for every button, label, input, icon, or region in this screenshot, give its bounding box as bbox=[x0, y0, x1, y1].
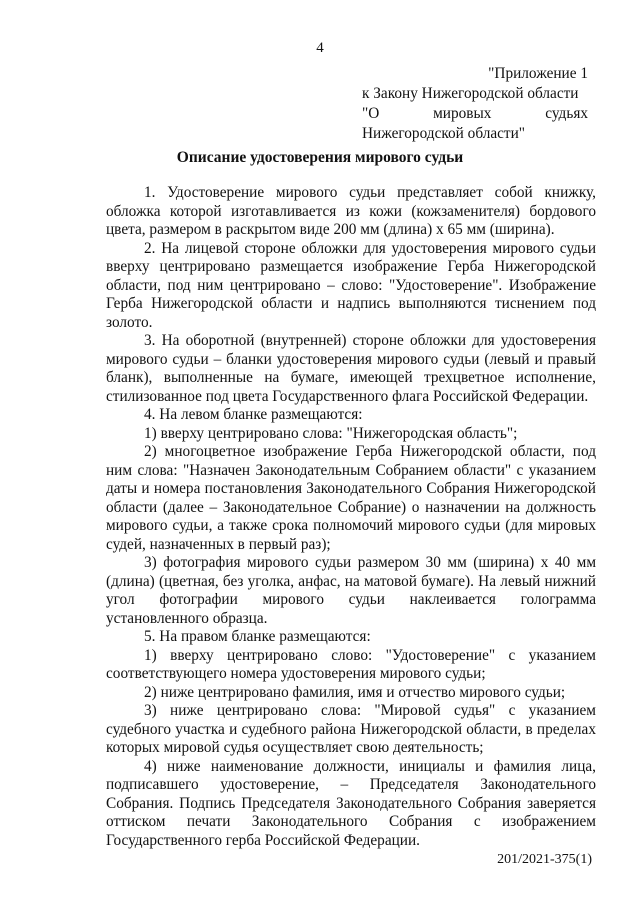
page-number: 4 bbox=[316, 40, 324, 56]
appendix-header bbox=[362, 64, 588, 144]
paragraph: 3) ниже центрировано слова: "Мировой судья" с указанием судебного участка и судебного района Нижегородской области, в пределах которых мировой судья осуществляет свою деятельность; bbox=[106, 702, 596, 756]
paragraph: 4) ниже наименование должности, инициалы и фамилия лица, подписавшего удостоверение, – Председателя Законодательного Собрания. Подпись Председателя Законодательного Собрания заверяется оттиском печати Законодательного Собрания с изображением Государственного герба Российской Федерации. bbox=[106, 757, 596, 849]
appendix-line-2: к Закону Нижегородской области bbox=[362, 85, 579, 102]
paragraph: 2. На лицевой стороне обложки для удостоверения мирового судьи вверху центрировано размещается изображение Герба Нижегородской области, под ним центрировано – слово: "Удостоверение". Изображение Герба Нижегородской области и надпись выполняются тиснением под золото. bbox=[106, 239, 596, 331]
paragraph: 3) фотография мирового судьи размером 30 мм (ширина) х 40 мм (длина) (цветная, без уголка, анфас, на матовой бумаге). На левый нижний угол фотографии мирового судьи наклеивается голограмма установленного образца. bbox=[106, 554, 596, 627]
paragraph: 5. На правом бланке размещаются: bbox=[144, 628, 371, 645]
appendix-line-3: "О мировых судьях bbox=[362, 105, 588, 122]
paragraph: 2) многоцветное изображение Герба Нижегородской области, под ним слова: "Назначен Законодательным Собранием области" с указанием даты и номера постановления Законодательного Собрания Нижегородской области (далее – Законодательное Собрание) о назначении на должность мирового судьи, а также срока полномочий мирового судьи (для мировых судей, назначенных в первый раз); bbox=[106, 443, 596, 553]
document-body bbox=[106, 184, 596, 850]
document-code: 201/2021-375(1) bbox=[497, 852, 592, 867]
document-title: Описание удостоверения мирового судьи bbox=[176, 149, 464, 166]
paragraph: 1) вверху центрировано слово: "Удостоверение" с указанием соответствующего номера удостоверения мирового судьи; bbox=[106, 646, 596, 682]
paragraph: 2) ниже центрировано фамилия, имя и отчество мирового судьи; bbox=[144, 683, 566, 701]
paragraph: 4. На левом бланке размещаются: bbox=[144, 406, 363, 423]
appendix-line-4: Нижегородской области" bbox=[362, 125, 526, 142]
appendix-line-1: "Приложение 1 bbox=[488, 65, 588, 82]
paragraph: 1) вверху центрировано слова: "Нижегородская область"; bbox=[144, 424, 518, 442]
paragraph: 3. На оборотной (внутренней) стороне обложки для удостоверения мирового судьи – бланки удостоверения мирового судьи (левый и правый бланк), выполненные на бумаге, имеющей трехцветное исполнение, стилизованное под цвета Государственного флага Российской Федерации. bbox=[106, 332, 596, 405]
paragraph: 1. Удостоверение мирового судьи представляет собой книжку, обложка которой изготавливается из кожи (кожзаменителя) бордового цвета, размером в раскрытом виде 200 мм (длина) х 65 мм (ширина). bbox=[106, 184, 596, 238]
